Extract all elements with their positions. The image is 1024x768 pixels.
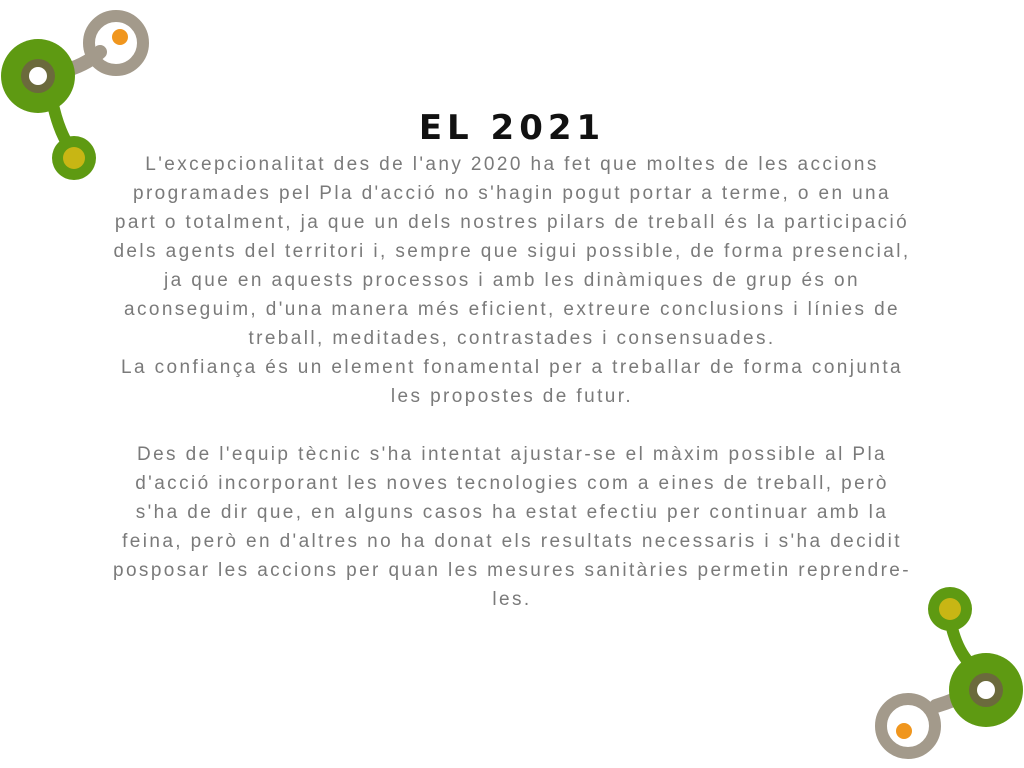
- white-dot: [977, 681, 995, 699]
- body-text: [112, 150, 912, 614]
- orange-dot: [896, 723, 912, 739]
- yellow-dot: [939, 598, 961, 620]
- paragraph-2: La confiança és un element fonamental per a treballar de forma conjunta les propostes de futur.: [121, 357, 903, 407]
- orange-dot: [112, 29, 128, 45]
- paragraph-3: Des de l'equip tècnic s'ha intentat ajustar-se el màxim possible al Pla d'acció incorporant les noves tecnologies com a eines de treball, però s'ha de dir que, en alguns casos ha estat efectiu per continuar amb la feina, però en d'altres no ha donat els resultats necessaris i s'ha decidit posposar les accions per quan les mesures sanitàries permetin reprendre-les.: [113, 444, 911, 610]
- page-title: EL 2021: [418, 108, 606, 148]
- white-dot: [29, 67, 47, 85]
- paragraph-1: L'excepcionalitat des de l'any 2020 ha fet que moltes de les accions programades pel Pla d'acció no s'hagin pogut portar a terme, o en una part o totalment, ja que un dels nostres pilars de treball és la participació dels agents del territori i, sempre que sigui possible, de forma presencial, ja que en aquests processos i amb les dinàmiques de grup és on aconseguim, d'una manera més eficient, extreure conclusions i línies de treball, meditades, contrastades i consensuades.: [113, 154, 911, 349]
- paragraph-gap: [112, 411, 912, 440]
